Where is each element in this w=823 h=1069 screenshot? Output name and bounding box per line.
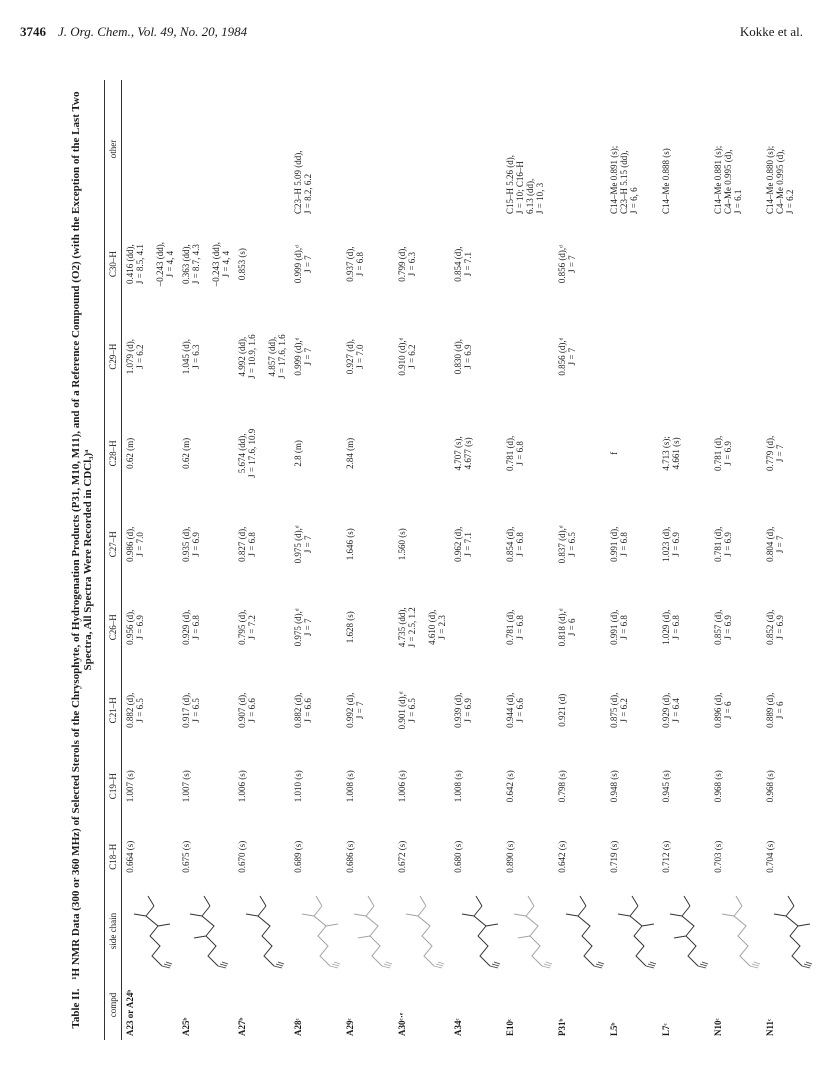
shift-c26: 0.818 (d),ᵈ J = 6 [557,608,577,647]
shift-c18: 0.703 (s) [713,840,723,873]
stereo-hash-bond [594,962,604,968]
shift-c26: 0.852 (d), J = 6.9 [765,609,785,645]
page-header [20,24,803,46]
col-header-c29: C29–H [105,310,122,403]
shift-c28: 5.674 (dd), J = 17.6, 10.9 [237,428,257,478]
shift-other: C14–Me 0.880 (s); C4–Me 0.995 (d), J = 6.2 [765,145,795,214]
table-row [290,80,342,1040]
col-header-compd: compd [105,970,122,1040]
compound-id: L7ᶜ [661,1023,671,1036]
journal-citation: J. Org. Chem., Vol. 49, No. 20, 1984 [58,24,248,39]
table-row [178,80,234,1040]
table-row [234,80,290,1040]
shift-other: C14–Me 0.888 (s) [661,148,671,214]
shift-c29 [658,310,710,403]
side-chain-skeletal-drawing [554,892,606,970]
shift-c29 [710,310,762,403]
shift-c28: 2.8 (m) [293,440,303,467]
shift-c26: 0.991 (d), J = 6.8 [609,609,629,645]
shift-c26: 0.857 (d), J = 6.9 [713,609,733,645]
side-chain-skeletal-drawing [234,892,286,970]
side-chain-bonds [190,896,218,966]
shift-c18: 0.689 (s) [293,840,303,873]
shift-c29: 0.856 (d),ᵈ J = 7 [557,337,577,376]
col-header-c28: C28–H [105,403,122,504]
side-chain-bonds [566,896,594,966]
shift-c30: 0.416 (dd), J = 8.5, 4.1 –0.243 (dd), J = 4, 4 [125,242,175,287]
shift-c28: 0.62 (m) [125,437,135,469]
compound-id: A28ᶜ [293,1018,303,1036]
shift-c19: 1.008 (s) [453,770,463,803]
shift-c19: 0.948 (s) [609,770,619,803]
shift-c29: 1.045 (d), J = 6.3 [181,339,201,375]
table-row [450,80,502,1040]
shift-c27: 0.804 (d), J = 7 [765,526,785,562]
running-authors: Kokke et al. [739,24,803,39]
shift-c18: 0.719 (s) [609,840,619,873]
shift-c18: 0.704 (s) [765,840,775,873]
shift-c30 [762,218,814,310]
side-chain-bonds [134,896,170,966]
page-number: 3746 [20,24,46,39]
shift-other: C15–H 5.26 (d), J = 10; C16–H 6.13 (dd), J = 10, 3 [505,155,545,214]
shift-c28 [554,403,606,504]
side-chain-bonds [670,896,698,966]
shift-c18: 0.664 (s) [125,840,135,873]
shift-other [178,80,234,218]
col-header-c30: C30–H [105,218,122,310]
shift-other: C14–Me 0.891 (s); C23–H 5.15 (dd), J = 6, 6 [609,145,639,214]
shift-c19: 0.798 (s) [557,770,567,803]
shift-c26: 0.929 (d), J = 6.8 [181,609,201,645]
side-chain-skeletal-drawing [290,892,342,970]
shift-c29: 0.830 (d), J = 6.9 [453,339,473,375]
shift-c30: 0.856 (d),ᵈ J = 7 [557,245,577,284]
shift-c18: 0.712 (s) [661,840,671,873]
shift-c26: 0.975 (d),ᵈ J = 7 [293,608,313,647]
shift-c29: 0.927 (d), J = 7.0 [345,339,365,375]
side-chain-bonds [246,896,274,966]
shift-c30: 0.999 (d),ᵈ J = 7 [293,245,313,284]
side-chain-skeletal-drawing [122,892,174,970]
table-row [394,80,450,1040]
shift-c26: 1.628 (s) [345,611,355,644]
shift-c21: 0.944 (d), J = 6.6 [505,692,525,728]
shift-c18: 0.890 (s) [505,840,515,873]
shift-c21: 0.889 (d), J = 6 [765,692,785,728]
shift-c30: 0.363 (dd), J = 8.7, 4.3 –0.243 (dd), J = 4, 4 [181,242,231,287]
shift-c19: 0.968 (s) [765,770,775,803]
stereo-hash-bond [218,962,228,968]
side-chain-structure [554,892,606,970]
shift-c28: 0.781 (d), J = 6.9 [713,435,733,471]
shift-other [450,80,502,218]
shift-other [122,80,179,218]
table-row [710,80,762,1040]
shift-c18: 0.672 (s) [397,840,407,873]
side-chain-structure [658,892,710,970]
table-row [342,80,394,1040]
table-row [762,80,814,1040]
col-header-c18: C18–H [105,821,122,892]
side-chain-skeletal-drawing [342,892,394,970]
stereo-hash-bond [698,962,708,968]
shift-c29 [606,310,658,403]
shift-c27: 0.991 (d), J = 6.8 [609,526,629,562]
shift-c21: 0.896 (d), J = 6 [713,692,733,728]
shift-c19: 1.007 (s) [125,770,135,803]
stereo-hash-bond [330,962,340,968]
shift-c27: 1.023 (d), J = 6.9 [661,526,681,562]
shift-c30: 0.854 (d), J = 7.1 [453,246,473,282]
col-header-c19: C19–H [105,751,122,822]
stereo-hash-bond [382,962,392,968]
shift-other [342,80,394,218]
shift-other: C14–Me 0.881 (s); C4–Me 0.995 (d), J = 6.1 [713,145,743,214]
side-chain-structure [762,892,814,970]
shift-c28: f [609,451,619,455]
stereo-hash-bond [802,962,812,968]
compound-id: N10ᶜ [713,1018,723,1036]
shift-c29: 4.992 (dd), J = 10.9, 1.6 4.857 (dd), J = 17.6, 1.6 [237,334,287,379]
shift-c30 [710,218,762,310]
shift-c26: 0.781 (d), J = 6.8 [505,609,525,645]
table-row [658,80,710,1040]
side-chain-structure [234,892,290,970]
shift-c29 [762,310,814,403]
side-chain-bonds [462,896,498,966]
nmr-data-table [104,80,814,1040]
shift-c30 [658,218,710,310]
side-chain-structure [606,892,658,970]
table-caption [70,80,94,1040]
shift-c21: 0.882 (d), J = 6.5 [125,692,145,728]
shift-c29 [502,310,554,403]
shift-c29: 1.079 (d), J = 6.2 [125,339,145,375]
side-chain-structure [450,892,502,970]
shift-other [394,80,450,218]
shift-c26: 0.795 (d), J = 7.2 [237,609,257,645]
shift-c21: 0.992 (d), J = 7 [345,692,365,728]
stereo-hash-bond [646,962,656,968]
stereo-hash-bond [490,962,500,968]
col-header-other: other [105,80,122,218]
side-chain-structure [502,892,554,970]
shift-other [234,80,290,218]
shift-c21: 0.929 (d), J = 6.4 [661,692,681,728]
shift-c29: 0.910 (d),ᵈ J = 6.2 [397,337,417,376]
compound-id: A29ᶜ [345,1018,355,1036]
table-row [122,80,179,1040]
shift-c30 [606,218,658,310]
shift-c28: 0.779 (d), J = 7 [765,435,785,471]
shift-c27: 0.837 (d),ᵈ J = 6.5 [557,525,577,564]
table-row [502,80,554,1040]
shift-c28 [394,403,450,504]
col-header-c27: C27–H [105,504,122,585]
table-label: Table II. [70,988,82,1029]
shift-c28: 0.781 (d), J = 6.8 [505,435,525,471]
compound-id: A25ᵇ [181,1017,191,1036]
side-chain-bonds [354,896,382,966]
side-chain-skeletal-drawing [710,892,762,970]
shift-c21: 0.907 (d), J = 6.6 [237,692,257,728]
shift-c19: 0.945 (s) [661,770,671,803]
side-chain-structure [710,892,762,970]
shift-c27: 0.935 (d), J = 6.9 [181,526,201,562]
stereo-hash-bond [434,962,444,968]
side-chain-structure [178,892,234,970]
shift-c30: 0.799 (d), J = 6.3 [397,246,417,282]
shift-c19: 1.006 (s) [397,770,407,803]
compound-id: A30ᶜ·ᵉ [397,1012,407,1036]
shift-c27: 0.854 (d), J = 6.8 [505,526,525,562]
side-chain-skeletal-drawing [606,892,658,970]
shift-c27: 0.962 (d), J = 7.1 [453,526,473,562]
stereo-hash-bond [750,962,760,968]
stereo-hash-bond [162,962,172,968]
shift-c21: 0.917 (d), J = 6.5 [181,692,201,728]
shift-c30: 0.853 (s) [237,248,247,281]
stereo-hash-bond [274,962,284,968]
shift-c19: 1.010 (s) [293,770,303,803]
shift-c26: 4.735 (dd), J = 2.5, 1.2 4.610 (d), J = 2.3 [397,607,447,648]
shift-other [554,80,606,218]
table-row [606,80,658,1040]
side-chain-bonds [722,896,750,966]
col-header-c26: C26–H [105,585,122,670]
shift-c27: 0.781 (d), J = 6.9 [713,526,733,562]
side-chain-structure [342,892,394,970]
shift-c19: 1.006 (s) [237,770,247,803]
shift-c19: 0.968 (s) [713,770,723,803]
shift-c27: 0.827 (d), J = 6.8 [237,526,257,562]
shift-c28: 0.62 (m) [181,437,191,469]
compound-id: E10ᶜ [505,1018,515,1036]
shift-c28: 2.84 (m) [345,437,355,469]
shift-c27: 1.646 (s) [345,528,355,561]
shift-c29: 0.999 (d),ᵈ J = 7 [293,337,313,376]
side-chain-bonds [618,896,654,966]
shift-c30 [502,218,554,310]
compound-id: A27ᵇ [237,1017,247,1036]
shift-c19: 0.642 (s) [505,770,515,803]
shift-c28: 4.707 (s), 4.677 (s) [453,436,473,471]
side-chain-structure [394,892,450,970]
side-chain-bonds [302,896,338,966]
side-chain-skeletal-drawing [762,892,814,970]
col-header-side-chain: side chain [105,892,122,970]
shift-c30: 0.937 (d), J = 6.8 [345,246,365,282]
shift-c21: 0.921 (d) [557,693,567,727]
shift-c18: 0.675 (s) [181,840,191,873]
side-chain-bonds [514,896,542,966]
side-chain-skeletal-drawing [394,892,446,970]
shift-c18: 0.670 (s) [237,840,247,873]
side-chain-skeletal-drawing [178,892,230,970]
shift-c18: 0.680 (s) [453,840,463,873]
table-header-row [105,80,122,1040]
shift-c27: 0.975 (d),ᵈ J = 7 [293,525,313,564]
shift-c21: 0.901 (d),ᵈ J = 6.5 [397,691,417,730]
shift-c26: 1.029 (d), J = 6.8 [661,609,681,645]
shift-c18: 0.686 (s) [345,840,355,873]
rotated-table-block [70,80,795,1040]
side-chain-bonds [774,896,810,966]
shift-c19: 1.008 (s) [345,770,355,803]
compound-id: A34ᶜ [453,1018,463,1036]
stereo-hash-bond [542,962,552,968]
side-chain-skeletal-drawing [502,892,554,970]
shift-c21: 0.939 (d), J = 6.9 [453,692,473,728]
shift-c26 [450,585,502,670]
side-chain-structure [122,892,179,970]
shift-c26: 0.956 (d), J = 6.9 [125,609,145,645]
shift-c21: 0.875 (d), J = 6.2 [609,692,629,728]
shift-c19: 1.007 (s) [181,770,191,803]
shift-c28: 4.713 (s); 4.661 (s) [661,436,681,471]
shift-c27: 0.986 (d), J = 7.0 [125,526,145,562]
compound-id: A23 or A24ᵇ [125,989,135,1036]
shift-other: C23–H 5.09 (dd), J = 8.2, 6.2 [293,150,313,214]
shift-c18: 0.642 (s) [557,840,567,873]
shift-c21: 0.882 (d), J = 6.6 [293,692,313,728]
shift-c27: 1.560 (s) [397,528,407,561]
side-chain-structure [290,892,342,970]
table-row [554,80,606,1040]
side-chain-skeletal-drawing [658,892,710,970]
side-chain-skeletal-drawing [450,892,502,970]
compound-id: P31ᵇ [557,1018,567,1036]
compound-id: N11ᶜ [765,1018,775,1036]
side-chain-bonds [406,896,434,966]
table-caption-text: ¹H NMR Data (300 or 360 MHz) of Selected Sterols of the Chrysophyte, of Hydrogenation Products (P31, M10, M11), and of a Reference Compound (O2) (with the Exception of the Last Two Spectra, All Spectra Were Recorded in CDCl₃)ᵃ [70,91,94,980]
compound-id: L5ᵇ [609,1022,619,1036]
col-header-c21: C21–H [105,670,122,751]
